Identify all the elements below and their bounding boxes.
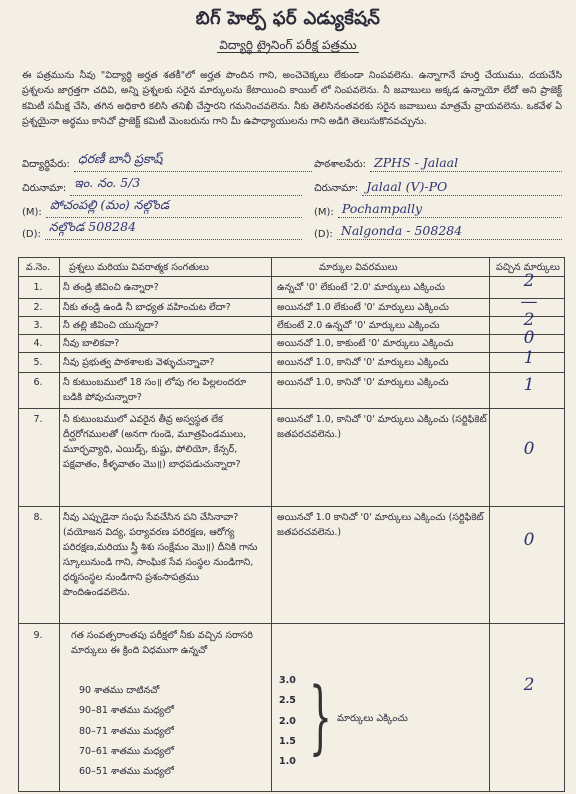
row-divider: [19, 276, 564, 277]
grade-range: 70–61 శాతము మధ్యలో: [79, 746, 174, 757]
grade-range: 80–71 శాతము మధ్యలో: [79, 726, 174, 737]
row-num: 6.: [33, 377, 43, 388]
row-num: 3.: [33, 320, 43, 331]
student-name-field[interactable]: విద్యార్థిపేరు: ధరణీ బానీ ప్రకాష్: [22, 152, 312, 172]
brace-icon: }: [309, 670, 332, 763]
question-text: నీ తల్లి జీవించి యున్నదా?: [63, 320, 159, 331]
marks-awarded[interactable]: —: [520, 292, 538, 312]
grade-instruction: మార్కులు ఎక్కించు: [337, 713, 408, 724]
row-divider: [19, 623, 564, 624]
grade-range: 90–81 శాతము మధ్యలో: [79, 705, 174, 716]
school-name-field[interactable]: పాఠశాలపేరు: ZPHS - Jalaal: [314, 152, 562, 172]
marks-awarded[interactable]: 2: [523, 310, 535, 330]
question-text: నీవు బాలికవా?: [63, 338, 120, 349]
grade-values: [277, 670, 487, 785]
row-num: 8.: [33, 512, 43, 523]
question-text: గత సంవత్సరాంతపు పరీక్షలో నీకు వచ్చిన సరాసరి మార్కులు ఈ క్రింది విధముగా ఉన్నచో: [71, 630, 253, 656]
scoring-table: [18, 257, 565, 792]
marks-awarded[interactable]: 0: [523, 530, 535, 550]
column-divider: [489, 258, 490, 791]
marks-awarded[interactable]: 2: [523, 675, 535, 695]
student-details: [22, 152, 562, 252]
row-num: 9.: [33, 630, 43, 641]
question-text: నీకు తండ్రి ఉండి నీ బాధ్యత వహించుట లేదా?: [63, 302, 231, 313]
row-num: 7.: [33, 414, 43, 425]
row-divider: [19, 316, 564, 317]
grade-range: 90 శాతము దాటినచో: [79, 685, 160, 696]
row-num: 4.: [33, 338, 43, 349]
header-num: వ.నెం.: [25, 262, 51, 273]
address-right-field[interactable]: చిరునామా: Jalaal (V)-PO: [314, 176, 562, 196]
row-num: 2.: [33, 302, 43, 313]
grade-range: 60–51 శాతము మధ్యలో: [79, 766, 174, 777]
instructions-paragraph: ఈ పత్రమును నీవు "విద్యార్థి అర్హత శతకీ"లో అర్హత పొందిన గాని, అంచెచెక్కలు లేకుండా నింపవలెను. ఉన్నాగానే హుర్తి చేయుము. దయచేసి ప్రశ్నలను జాగ్రత్తగా చదివి, అన్ని ప్రశ్నలకు సరైన మార్కులను కేటాయించి కాయిల్ లో నింపవలెను. నీ జవాబులు అక్కడ ఉన్నాయో లేదో అని ప్రాజెక్ట్ కమిటీ సమీక్ష చేసి, తగిన అధికారి కలిసి తనిఖీ చేస్తారని గమనించవలెను. నీకు తెలిసినంతవరకు సరైన జవాబులు మాత్రమే వ్రాయవలెను. ఒకవేళ ఏ ప్రశ్నయైనా అర్థము కానిచో ప్రాజెక్ట్ కమిటీ మెంబరును గాని మీ ఉపాధ్యాయులను గాని అడిగి తెలుసుకొనవచ్చును.: [22, 70, 562, 128]
marks-awarded[interactable]: 0: [523, 328, 535, 348]
row-divider: [19, 334, 564, 335]
mandal-left-field[interactable]: (M): పోచంపల్లి (మం) నల్గొండ: [22, 198, 302, 218]
row-divider: [19, 506, 564, 507]
marks-awarded[interactable]: 1: [523, 348, 535, 368]
grade-value: 2.5: [279, 695, 296, 706]
row-num: 5.: [33, 357, 43, 368]
column-divider: [271, 258, 272, 791]
marks-rule: లేకుంటే 2.0 ఉన్నచో '0' మార్కులు ఎక్కించు: [277, 320, 440, 331]
form-subtitle: విద్యార్థి ట్రైనింగ్ పరీక్ష పత్రము: [219, 38, 357, 52]
question-text: నీ కుటుంబములో 18 సం॥ లోపు గల పిల్లలందరూ బడికి పోవుచున్నారా?: [63, 377, 247, 403]
marks-rule: అయినచో 1.0, కానిచో '0' మార్కులు ఎక్కించు: [277, 357, 449, 368]
row-divider: [19, 298, 564, 299]
district-left-field[interactable]: (D): నల్గొండ 508284: [22, 220, 302, 240]
row-divider: [19, 352, 564, 353]
marks-awarded[interactable]: 2: [523, 271, 535, 291]
column-divider: [59, 258, 60, 791]
marks-rule: ఉన్నచో '0' లేకుంటే '2.0' మార్కులు ఎక్కించు: [277, 282, 445, 293]
question-text: నీవు ఎప్పుడైనా సంఘ సేవచేసిన పని చేసినావా? (వయోజన విద్య, పర్యావరణ పరిరక్షణ, ఆరోగ్య పరిరక్షణ,మరియు స్త్రీ శిశు సంక్షేమం మొ॥) దీనికి గాను స్కూలునుండి గాని, సాంఘిక సేవ సంస్థల నుండిగాని, ధర్మసంస్థల నుండిగాని ప్రశంసాపత్రము పొందిఉండవలెను.: [63, 512, 258, 598]
grade-value: 1.5: [279, 736, 296, 747]
question-text: నీ కుటుంబములో ఎవరైన తీవ్ర అస్వస్థత లేక దీర్ఘరోగములతో (అనగా గుండె, మూత్రపిండములు, మూర్ఛవ్యాధి, ఎయిడ్స్, కుష్టు, పోలియో, కేన్సర్, పక్షవాతం, కీళ్ళవాతం మొ॥) బాధపడుచున్నారా?: [63, 414, 247, 470]
header-question: ప్రశ్నలు మరియు వివరాత్మక సంగతులు: [69, 262, 209, 273]
marks-rule: అయినచో 1.0, కానిచో '0' మార్కులు ఎక్కించు (సర్టిఫికెట్ జతపరచవలెను.): [277, 414, 487, 440]
marks-rule: అయినచో 1.0, కానిచో '0' మార్కులు ఎక్కించు: [277, 377, 449, 388]
grade-value: 1.0: [279, 756, 296, 767]
header-marks: పచ్చిన మార్కులు: [496, 262, 560, 273]
marks-awarded[interactable]: 0: [523, 439, 535, 459]
question-text: నీవు ప్రభుత్వ పాఠశాలకు వెళ్ళుచున్నావా?: [63, 357, 215, 368]
marks-rule: అయినచో 1.0 కానిచో '0' మార్కులు ఎక్కించు (సర్టిఫికెట్ జతపరచవలెను.): [277, 512, 484, 538]
mandal-right-field[interactable]: (M): Pochampally: [314, 198, 562, 218]
grade-value: 2.0: [279, 716, 296, 727]
grade-value: 3.0: [279, 675, 296, 686]
district-right-field[interactable]: (D): Nalgonda - 508284: [314, 220, 562, 240]
question-text: నీ తండ్రి జీవించి ఉన్నారా?: [63, 282, 159, 293]
row-divider: [19, 408, 564, 409]
row-divider: [19, 372, 564, 373]
form-title: బిగ్ హెల్ప్ ఫర్ ఎడ్యుకేషన్: [195, 8, 381, 29]
header-rule: మార్కుల వివరములు: [319, 262, 398, 273]
row-num: 1.: [33, 282, 43, 293]
marks-rule: అయినచో 1.0, కాకుంటే '0' మార్కులు ఎక్కించు: [277, 338, 454, 349]
marks-rule: అయినచో 1.0 లేకుంటే '0' మార్కులు ఎక్కించు: [277, 302, 449, 313]
address-left-field[interactable]: చిరునామా: ఇం. నం. 5/3: [22, 176, 302, 196]
marks-awarded[interactable]: 1: [523, 375, 535, 395]
